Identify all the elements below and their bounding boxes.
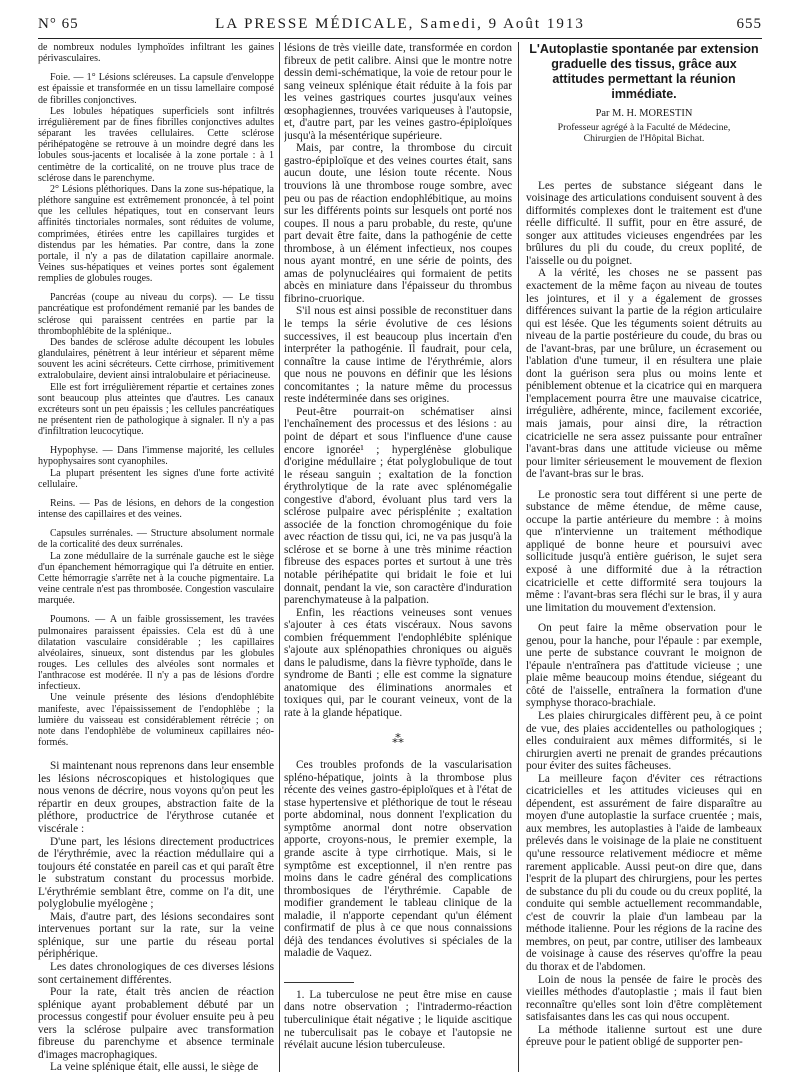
paragraph: Elle est fort irrégulièrement répartie et certaines zones sont beaucoup plus atteintes que d'autres. Les canaux excréteurs sont un peu épaissis ; les cellules pancréatiques ne présentent rien de pathologique à signaler. Il n'y a pas d'infiltration leucocytique. [38, 381, 274, 438]
article-author: Par M. H. MORESTIN [595, 108, 693, 119]
paragraph: Le pronostic sera tout différent si une perte de substance de même étendue, de même cause, occupe la partie antérieure du membre : à moins que n'intervienne un traitement méthodique appliqué de bonne heure et poursuivi avec sollicitude jusqu'à entière guérison, le sujet sera exposé à une difformité due à la rétraction cicatricielle et cette difformité sera toujours la même : l'avant-bras sera fléchi sur le bras, il y aura une limitation du mouvement d'extension. [526, 488, 762, 614]
paragraph: Les plaies chirurgicales diffèrent peu, à ce point de vue, des plaies accidentelles ou pathologiques ; elles conduiraient aux mêmes difformités, si le chirurgien averti ne prenait de grandes précautions pour éviter des suites fâcheuses. [526, 710, 762, 773]
column-divider-right [518, 42, 519, 1072]
paragraph-poumons: Poumons. — A un faible grossissement, les travées pulmonaires paraissent épaissies. Cela est dû à une dilatation vasculaire considérable ; les capillaires alvéolaires, sinueux, sont distendus par les globules rouges. Les cellules des alvéoles sont normales et l'anthracose est modérée. Il n'y a pas de lésions d'ordre infectieux. [38, 614, 274, 693]
paragraph: 2° Lésions pléthoriques. Dans la zone sus-hépatique, la pléthore sanguine est extrêmement prononcée, à tel point que les cellules hépatiques, tout en conservant leurs affinités tinctoriales normales, sont réduites de volume, comprimées, étirées entre les capillaires turgides et distendus par les hématies. Par contre, dans la zone portale, il n'y a pas de dilatation capillaire anormale. Veines sus-hépatiques et veines portes sont également remplies de globules rouges. [38, 183, 274, 285]
paragraph: A la vérité, les choses ne se passent pas exactement de la même façon au niveau de toutes les jointures, et il y a également de grosses différences suivant la partie de la région articulaire qui est lésée. Que les téguments soient détruits au niveau de la partie postérieure du coude, du bras ou de l'avant-bras, par une brûlure, un écrasement ou l'ablation d'une tumeur, il en résultera une plaie dont la guérison sera plus ou moins lente et péniblement obtenue et la cicatrice qui en marquera l'emplacement pourra être une mauvaise cicatrice, irrégulière, adhérente, mince, facilement excoriée, mais jamais, pour ainsi dire, la rétraction cicatricielle ne sera assez puissante pour entraîner l'avant-bras dans une attitude vicieuse ou même pour limiter sérieusement le mouvement de flexion de l'avant-bras sur le bras. [526, 267, 762, 481]
paragraph: La meilleure façon d'éviter ces rétractions cicatricielles et les attitudes vicieuses qui en dépendent, est assurément de faire disparaître au moyen d'une autoplastie la surface cruentée ; mais, aux membres, les autoplasties à l'aide de lambeaux prélevés dans le voisinage de la plaie ne constituent qu'une ressource relativement médiocre et même rarement applicable. Aussi peut-on dire que, dans l'esprit de la plupart des chirurgiens, pour les pertes de substance du pli du coude ou du creux poplité, la conduite qui semble actuellement recommandable, c'est de couvrir la plaie d'un lambeau par la méthode italienne. Pour les régions de la racine des membres, on peut, par contre, utiliser des lambeaux de voisinage à cause des réserves qu'offre la peau du thorax et de l'abdomen. [526, 772, 762, 973]
paragraph: Si maintenant nous reprenons dans leur ensemble les lésions nécroscopiques et histologiques que nous venons de décrire, nous voyons qu'on peut les répartir en deux groupes, abstraction faite de la pléthore, productrice de l'érythrose cutanée et viscérale : [38, 760, 274, 835]
section-ornament: ⁂ [392, 731, 404, 746]
paragraph-pancreas: Pancréas (coupe au niveau du corps). — Le tissu pancréatique est profondément remanié par les bandes de sclérose qui paraissent centrées en partie par la thrombophlébite de la splénique.. [38, 292, 274, 337]
paragraph-foie: Foie. — 1° Lésions scléreuses. La capsule d'enveloppe est épaissie et transformée en un tissu lamellaire composé de fibrilles conjonctives. [38, 72, 274, 106]
paragraph: On peut faire la même observation pour le genou, pour la hanche, pour l'épaule : par exemple, une perte de substance couvrant le moignon de l'épaule n'entraînera pas d'attitude vicieuse ; une plaie même beaucoup moins étendue, siégeant du côté de l'aisselle, entraînera la formation d'une symphyse thoraco-brachiale. [526, 622, 762, 710]
header-rule [38, 38, 762, 39]
article-title: L'Autoplastie spontanée par extension graduelle des tissus, grâce aux attitudes permettant la réunion immédiate. [529, 42, 759, 101]
paragraph: Une veinule présente des lésions d'endophlébite manifeste, avec l'épaississement de l'endophlèbe ; la lumière du vaisseau est considérablement rétrécie ; on note dans l'endophlèbe de volumineux capillaires néo-formés. [38, 692, 274, 749]
paragraph: Les pertes de substance siégeant dans le voisinage des articulations conduisent souvent à des difformités complexes dont le traitement est d'une réelle difficulté. Il suffit, pour en être assuré, de songer aux attitudes vicieuses engendrées par les brûlures du pli du coude, du creux poplité, de l'aisselle ou du poignet. [526, 179, 762, 267]
paragraph: La méthode italienne surtout est une dure épreuve pour le patient obligé de supporter pen- [526, 1023, 762, 1049]
paragraph: La zone médullaire de la surrénale gauche est le siège d'un épanchement hémorragique qui l'a détruite en entier. Cette hémorragie s'arrête net à la couche pigmentaire. La veine centrale n'est pas thrombosée. Congestion vasculaire marquée. [38, 550, 274, 607]
paragraph: Mais, par contre, la thrombose du circuit gastro-épiploïque et des veines courtes était, sans aucun doute, une lésion toute récente. Nous trouvions là une thrombose rouge sombre, avec peu ou pas de réaction endophlébitique, au moins sur les différents points sur lesquels ont porté nos coupes. Il nous a paru probable, du reste, qu'une part devait être faite, dans la pathogénie de cette thrombose, à un élément infectieux, nos coupes nous ayant montré, en une série de points, des amas de polynucléaires qui formaient de petits abcès en miniature dans l'épaisseur du thrombus fibrino-cruorique. [284, 142, 512, 305]
author-affiliation [526, 122, 762, 144]
affiliation-line: Chirurgien de l'Hôpital Bichat. [583, 132, 705, 144]
paragraph-hypophyse: Hypophyse. — Dans l'immense majorité, les cellules hypophysaires sont cyanophiles. [38, 445, 274, 468]
column-middle [284, 42, 512, 1072]
paragraph: La plupart présentent les signes d'une forte activité cellulaire. [38, 467, 274, 490]
column-left [38, 42, 274, 1072]
page-number: 655 [736, 16, 762, 32]
paragraph: La veine splénique était, elle aussi, le siège de [50, 1061, 259, 1072]
page-header [38, 14, 762, 36]
paragraph: lésions de très vieille date, transformée en cordon fibreux de petit calibre. Ainsi que le montre notre dessin demi-schématique, la voie de retour pour le sang veineux splénique était réduite à la fois par les veines gastriques courtes jusqu'aux veines œsophagiennes, trouvées variqueuses à l'autopsie, et, d'autre part, par les veines gastro-épiploïques jusqu'à la mésentérique supérieure. [284, 42, 512, 142]
paragraph: D'une part, les lésions directement productrices de l'érythrémie, avec la réaction médullaire qui a toujours été constatée en pareil cas et qui paraît être le substratum constant du processus morbide. L'érythrémie semblant être, comme on l'a dit, une polyglobulie myélogène ; [38, 835, 274, 911]
paragraph: Mais, d'autre part, des lésions secondaires sont intervenues portant sur la rate, sur la veine splénique, sur une partie du réseau portal périphérique. [38, 910, 274, 961]
paragraph-capsules: Capsules surrénales. — Structure absolument normale de la corticalité des deux surrénales. [38, 528, 274, 551]
paragraph: Les dates chronologiques de ces diverses lésions sont certainement différentes. [38, 960, 274, 986]
journal-title: LA PRESSE MÉDICALE, Samedi, 9 Août 1913 [215, 16, 585, 32]
affiliation-line: Professeur agrégé à la Faculté de Médecine, [557, 121, 731, 133]
paragraph: Des bandes de sclérose adulte découpent les lobules glandulaires, pénètrent à leur intérieur et séparent même souvent les acini sécréteurs. Cette cirrhose, primitivement extralobulaire, devient ainsi intralobulaire et périacineuse. [38, 336, 274, 382]
column-divider-left [279, 42, 280, 1072]
paragraph: Peut-être pourrait-on schématiser ainsi l'enchaînement des processus et des lésions : au point de départ et sous l'influence d'une cause encore ignorée¹ ; hyperglénèse globulique d'origine médullaire ; état polyglobulique de tout le réseau sanguin ; exaltation de la fonction érythrolytique de la rate avec splénomégalie congestive d'abord, évoluant plus tard vers la sclérose pulpaire avec périsplénite ; exaltation associée de la fonction chromogénique du foie avec réaction de tissu qui, ici, ne va pas jusqu'à la sclérose et se borne à une très minime réaction fibreuse des espaces portes et surtout à une très notable périhépatite qui bridait le foie et lui donnait, pendant la vie, son caractère d'induration parenchymateuse à la palpation. [284, 405, 512, 607]
footnote-rule [284, 982, 354, 983]
column-right [526, 42, 762, 1072]
paragraph: S'il nous est ainsi possible de reconstituer dans le temps la série évolutive de ces lésions successives, il est beaucoup plus incertain d'en interpréter la pathogénie. Il faudrait, pour cela, connaître la cause intime de l'érythrémie, alors que nous ne pouvons en définir que les lésions concomitantes ; la nature même du processus reste indéterminée dans ses origines. [284, 305, 512, 406]
paragraph: Enfin, les réactions veineuses sont venues s'ajouter à ces états viscéraux. Nous savons combien fréquemment l'endophlébite splénique s'ajoute aux splénopathies chroniques ou aiguës dans le paludisme, dans la fièvre typhoïde, dans le syndrome de Banti ; elle est comme la signature anatomique des éliminations anormales et toxiques qui, par le courant veineux, vont de la rate à la glande hépatique. [284, 606, 512, 719]
issue-number: N° 65 [38, 16, 79, 32]
paragraph-reins: Reins. — Pas de lésions, en dehors de la congestion intense des capillaires et des veines. [38, 497, 274, 521]
paragraph: de nombreux nodules lymphoïdes infiltrant les gaines périvasculaires. [38, 42, 274, 65]
paragraph: Les lobules hépatiques superficiels sont infiltrés irrégulièrement par de fines fibrilles conjonctives adultes séparant les travées cellulaires. Cette sclérose périhépatogène se retrouve à un moindre degré dans les lobules sous-jacents et localisée à la zone portale : à 1 centimètre de la corticalité, on ne trouve plus trace de sclérose dans le parenchyme. [38, 105, 274, 184]
paragraph: Pour la rate, était très ancien de réaction splénique ayant probablement débuté par un processus congestif pour évoluer ensuite peu à peu vers la sclérose pulpaire avec transformation fibreuse du parenchyme et absence terminale d'images macrophagiques. [38, 986, 274, 1061]
footnote: 1. La tuberculose ne peut être mise en cause dans notre observation ; l'intradermo-réaction tuberculinique était négative ; le liquide ascitique ne tuberculisait pas le cobaye et l'autopsie ne révélait aucune lésion tuberculeuse. [284, 988, 512, 1052]
paragraph: Loin de nous la pensée de faire le procès des vieilles méthodes d'autoplastie ; mais il faut bien reconnaître qu'elles sont loin d'être complètement satisfaisantes dans les cas qui nous occupent. [526, 973, 762, 1024]
paragraph: Ces troubles profonds de la vascularisation spléno-hépatique, joints à la thrombose plus récente des veines gastro-épiploïques et à l'état de stase hypertensive et pléthorique de tout le réseau porte abdominal, nous donnent l'explication du symptôme anormal dont notre observation apporte, croyons-nous, le premier exemple, la grande ascite à type cirrhotique. Mais, si le symptôme est exceptionnel, il n'en rentre pas moins dans le cadre général des complications thrombosiques de l'érythrémie. Capable de modifier grandement le tableau clinique de la maladie, il n'apporte cependant qu'un élément confirmatif de plus à ce que nous connaissions déjà des tendances évolutives si spéciales de la maladie de Vaquez. [284, 759, 512, 960]
